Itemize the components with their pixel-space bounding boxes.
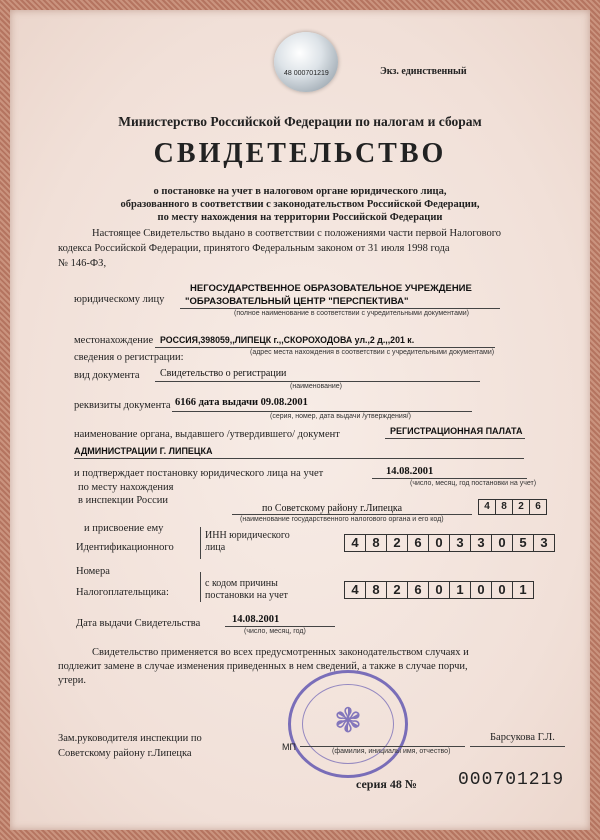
entity-name-line2: "ОБРАЗОВАТЕЛЬНЫЙ ЦЕНТР "ПЕРСПЕКТИВА" (185, 296, 409, 307)
assignment-line-4: Налогоплательщика: (76, 587, 169, 598)
doc-type-hint: (наименование) (290, 383, 342, 390)
issuer-label: наименование органа, выдавшего /утвердившего/ документ (74, 429, 340, 440)
inspection-hint: (наименование государственного налогового органа и его код) (240, 516, 444, 523)
mp-mark: МП (282, 742, 296, 752)
location-value: РОССИЯ,398059,,ЛИПЕЦК г.,,СКОРОХОДОВА ул.,2 д.,,201 к. (160, 335, 415, 345)
ministry-name: Министерство Российской Федерации по налогам и сборам (118, 114, 482, 129)
issue-date-label: Дата выдачи Свидетельства (76, 618, 201, 629)
issue-date-value: 14.08.2001 (232, 614, 280, 625)
assignment-line-3: Номера (76, 566, 110, 577)
issuer-value-line2: АДМИНИСТРАЦИИ Г. ЛИПЕЦКА (74, 446, 213, 456)
confirmation-date: 14.08.2001 (386, 466, 434, 477)
kpp-boxes: 4 8 2 6 0 1 0 0 1 (344, 581, 534, 599)
eagle-emblem-icon: ❃ (333, 703, 363, 740)
location-label: местонахождение (74, 335, 154, 346)
document-subtitle: о постановке на учет в налоговом органе юридического лица, образованного в соответствии с законодательством Российской Федерации, по месту нахождения на территории Российской Федерации (120, 186, 480, 223)
signer-position: Зам.руководителя инспекции по Советскому району г.Липецка (58, 733, 202, 759)
doc-type-label: вид документа (74, 370, 140, 381)
inspection-value: по Советскому району г.Липецка (262, 503, 403, 514)
inn-boxes: 4 8 2 6 0 3 3 0 5 3 (344, 534, 555, 552)
inn-label: ИНН юридического лица (205, 530, 290, 553)
hologram-number: 48 000701219 (284, 70, 329, 77)
confirmation-date-hint: (число, месяц, год постановки на учет) (410, 480, 537, 487)
entity-label: юридическому лицу (74, 294, 165, 305)
signer-hint: (фамилия, инициалы имя, отчество) (332, 748, 451, 755)
location-hint: (адрес места нахождения в соответствии с учредительными документами) (250, 349, 495, 356)
series-label: серия 48 № (356, 777, 417, 791)
copy-note: Экз. единственный (380, 66, 467, 77)
document-title: СВИДЕТЕЛЬСТВО (153, 138, 447, 169)
inspection-code-boxes: 4 8 2 6 (478, 499, 547, 515)
hologram-sticker (274, 32, 338, 92)
registration-label: сведения о регистрации: (74, 352, 184, 363)
kpp-label: с кодом причины постановки на учет (205, 578, 288, 601)
certificate-number: 000701219 (458, 770, 565, 790)
doc-type-value: Свидетельство о регистрации (160, 368, 287, 379)
assignment-line-1: и присвоение ему (84, 523, 164, 534)
note-line-2: подлежит замене в случае изменения приведенных в нем сведений, а также в случае порчи, (58, 661, 468, 672)
issue-date-hint: (число, месяц, год) (244, 628, 306, 635)
entity-hint: (полное наименование в соответствии с учредительными документами) (234, 310, 470, 317)
assignment-line-2: Идентификационного (76, 542, 174, 553)
doc-details-label: реквизиты документа (74, 400, 171, 411)
note-line-1: Свидетельство применяется во всех предусмотренных законодательством случаях и (92, 647, 469, 658)
doc-details-value: 6166 дата выдачи 09.08.2001 (175, 397, 308, 408)
intro-line-2: кодекса Российской Федерации, принятого Федеральным законом от 31 июля 1998 года (58, 243, 450, 254)
entity-name-line1: НЕГОСУДАРСТВЕННОЕ ОБРАЗОВАТЕЛЬНОЕ УЧРЕЖДЕНИЕ (190, 283, 472, 294)
confirmation-text: и подтверждает постановку юридического лица на учет (74, 468, 324, 479)
issuer-value-line1: РЕГИСТРАЦИОННАЯ ПАЛАТА (390, 426, 523, 436)
intro-line-1: Настоящее Свидетельство выдано в соответствии с положениями части первой Налогового (92, 228, 502, 239)
note-line-3: утери. (58, 675, 86, 686)
signer-name: Барсукова Г.Л. (490, 732, 555, 743)
doc-details-hint: (серия, номер, дата выдачи /утверждения/) (270, 413, 411, 420)
inspection-label: по месту нахождения в инспекции России (78, 482, 174, 506)
intro-line-3: № 146-ФЗ, (58, 258, 107, 269)
